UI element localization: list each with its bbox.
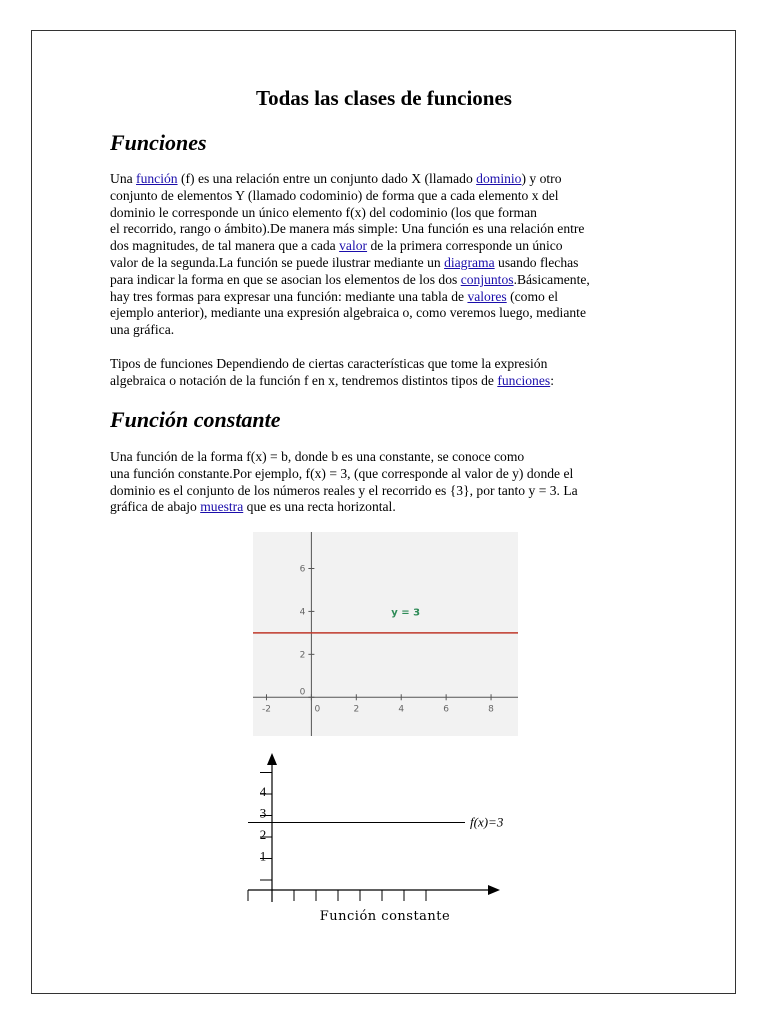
- text-run: dominio es el conjunto de los números reales y el recorrido es {3}, por tanto y = 3. La: [110, 482, 578, 498]
- text-run: que es una recta horizontal.: [243, 499, 396, 515]
- text-run: de la primera corresponde un único: [367, 238, 563, 254]
- x-tick-label: 6: [443, 704, 450, 715]
- chart-constant-function-grid: [253, 532, 518, 736]
- y-tick-label: 2: [259, 827, 267, 842]
- text-line: [110, 205, 660, 222]
- text-line: [110, 171, 660, 188]
- text-line: [110, 221, 660, 238]
- x-tick-label: 4: [398, 704, 405, 715]
- section-heading-funcion-constante: Función constante: [110, 407, 281, 432]
- text-run: Una función de la forma f(x) = b, donde b es una constante, se conoce como: [110, 449, 525, 464]
- text-run: conjunto de elementos Y (llamado codominio) de forma que a cada elemento x del: [110, 187, 559, 203]
- x-axis-arrow-icon: [488, 885, 500, 895]
- chart-background: [253, 532, 518, 736]
- text-run: dos magnitudes, de tal manera que a cada: [110, 238, 340, 254]
- y-tick-label: 6: [299, 564, 306, 575]
- text-run: ) y otro: [521, 171, 562, 186]
- x-tick-label: 2: [353, 704, 360, 715]
- y-tick-label: 4: [299, 607, 306, 618]
- text-line: [110, 238, 660, 255]
- y-tick-label: 1: [259, 848, 267, 864]
- x-tick-label: 0: [314, 704, 321, 715]
- link-funcion[interactable]: función: [136, 171, 178, 186]
- text-line: [110, 373, 660, 390]
- y-axis-arrow-icon: [267, 753, 277, 765]
- text-run: valor de la segunda.La función se puede ilustrar mediante un: [110, 254, 445, 270]
- series-label: f(x)=3: [470, 814, 504, 830]
- link-diagrama[interactable]: diagrama: [444, 254, 495, 270]
- text-run: Una: [110, 171, 137, 186]
- link-dominio[interactable]: dominio: [476, 171, 522, 186]
- text-run: .Básicamente,: [513, 271, 590, 287]
- y-tick-label: 0: [299, 687, 306, 698]
- text-line: [110, 289, 660, 306]
- text-line: [110, 466, 660, 483]
- text-run: una función constante.Por ejemplo, f(x) = 3, (que corresponde al valor de y) donde el: [110, 465, 574, 481]
- text-run: (como el: [506, 288, 559, 304]
- y-tick-label: 2: [299, 650, 306, 661]
- text-run: Tipos de funciones Dependiendo de ciertas características que tome la expresión: [110, 356, 548, 371]
- section-heading-funciones: Funciones: [110, 130, 207, 155]
- text-line: [110, 188, 660, 205]
- text-line: [110, 255, 660, 272]
- text-line: [110, 449, 660, 466]
- series-label: y = 3: [391, 607, 421, 619]
- text-run: ejemplo anterior), mediante una expresión algebraica o, como veremos luego, mediante: [110, 305, 586, 321]
- text-run: :: [550, 372, 554, 388]
- text-line: [110, 483, 660, 500]
- x-axis-title: Función constante: [319, 909, 451, 924]
- document-title: Todas las clases de funciones: [256, 86, 512, 110]
- chart-constant-function-sketch: [230, 745, 530, 930]
- text-line: [110, 322, 660, 339]
- link-muestra[interactable]: muestra: [200, 499, 244, 515]
- text-run: gráfica de abajo: [110, 499, 201, 515]
- x-tick-label: 8: [488, 704, 494, 715]
- link-valores[interactable]: valores: [467, 288, 507, 304]
- text-line: [110, 356, 660, 373]
- text-run: para indicar la forma en que se asocian los elementos de los dos: [110, 271, 461, 287]
- paragraph-funcion-constante: [110, 449, 660, 516]
- text-run: una gráfica.: [110, 322, 175, 338]
- text-line: [110, 499, 660, 516]
- text-run: algebraica o notación de la función f en x, tendremos distintos tipos de: [110, 372, 498, 388]
- paragraph-funciones: [110, 171, 660, 339]
- text-run: hay tres formas para expresar una función: mediante una tabla de: [110, 288, 468, 304]
- text-run: usando flechas: [494, 254, 579, 270]
- paragraph-tipos: [110, 356, 660, 390]
- y-tick-label: 3: [259, 805, 267, 821]
- text-line: [110, 272, 660, 289]
- y-tick-label: 4: [259, 784, 267, 799]
- text-run: el recorrido, rango o ámbito).De manera más simple: Una función es una relación entre: [110, 221, 585, 237]
- text-line: [110, 305, 660, 322]
- link-funciones[interactable]: funciones: [497, 372, 551, 388]
- link-valor[interactable]: valor: [339, 238, 368, 254]
- link-conjuntos[interactable]: conjuntos: [460, 271, 514, 287]
- text-run: dominio le corresponde un único elemento f(x) del codominio (los que forman: [110, 204, 537, 220]
- text-run: (f) es una relación entre un conjunto dado X (llamado: [177, 171, 477, 186]
- x-tick-label: -2: [261, 704, 271, 715]
